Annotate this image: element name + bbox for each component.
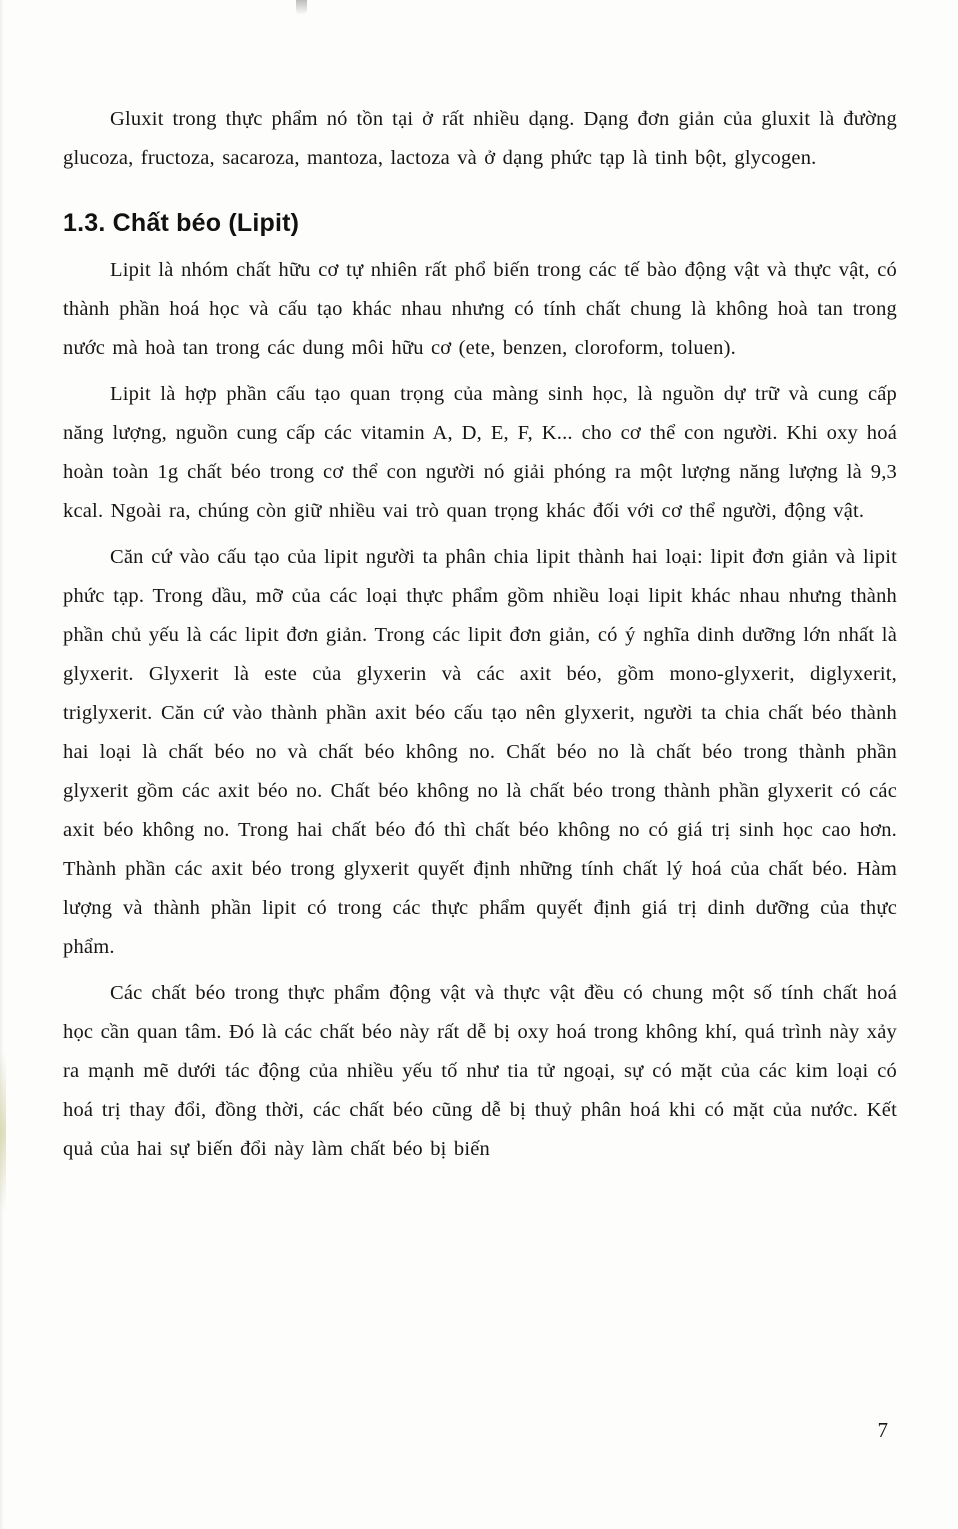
scan-artifact-top [296,0,307,15]
section-paragraph-3: Căn cứ vào cấu tạo của lipit người ta phân chia lipit thành hai loại: lipit đơn giản và lipit phức tạp. Trong dầu, mỡ của các loại thực phẩm gồm nhiều loại lipit khác nhau nhưng thành phần chủ yếu là các lipit đơn giản. Trong các lipit đơn giản, có ý nghĩa dinh dưỡng lớn nhất là glyxerit. Glyxerit là este của glyxerin và các axit béo, gồm mono-glyxerit, diglyxerit, triglyxerit. Căn cứ vào thành phần axit béo cấu tạo nên glyxerit, người ta chia chất béo thành hai loại là chất béo no và chất béo không no. Chất béo no là chất béo trong thành phần glyxerit gồm các axit béo no. Chất béo không no là chất béo trong thành phần glyxerit có các axit béo không no. Trong hai chất béo đó thì chất béo không no có giá trị sinh học cao hơn. Thành phần các axit béo trong glyxerit quyết định những tính chất lý hoá của chất béo. Hàm lượng và thành phần lipit có trong các thực phẩm quyết định giá trị dinh dưỡng của thực phẩm. [63,546,897,958]
section-paragraph-2: Lipit là hợp phần cấu tạo quan trọng của màng sinh học, là nguồn dự trữ và cung cấp năng lượng, nguồn cung cấp các vitamin A, D, E, F, K... cho cơ thể con người. Khi oxy hoá hoàn toàn 1g chất béo trong cơ thể con người nó giải phóng ra một lượng năng lượng là 9,3 kcal. Ngoài ra, chúng còn giữ nhiều vai trò quan trọng khác đối với cơ thể người, động vật. [63,383,897,522]
scan-artifact-left-edge [0,0,4,1529]
section-heading: 1.3. Chất béo (Lipit) [63,209,300,237]
section-paragraph-4: Các chất béo trong thực phẩm động vật và thực vật đều có chung một số tính chất hoá học cần quan tâm. Đó là các chất béo này rất dễ bị oxy hoá trong không khí, quá trình này xảy ra mạnh mẽ dưới tác động của nhiều yếu tố như tia tử ngoại, sự có mặt của các kim loại có hoá trị thay đổi, đồng thời, các chất béo cũng dễ bị thuỷ phân hoá khi có mặt của nước. Kết quả của hai sự biến đổi này làm chất béo bị biến [63,982,897,1160]
intro-paragraph: Gluxit trong thực phẩm nó tồn tại ở rất nhiều dạng. Dạng đơn giản của gluxit là đường glucoza, fructoza, sacaroza, mantoza, lactoza và ở dạng phức tạp là tinh bột, glycogen. [63,108,897,169]
page-content [63,100,897,1169]
section-paragraph-1: Lipit là nhóm chất hữu cơ tự nhiên rất phổ biến trong các tế bào động vật và thực vật, có thành phần hoá học và cấu tạo khác nhau nhưng có tính chất chung là không hoà tan trong nước mà hoà tan trong các dung môi hữu cơ (ete, benzen, cloroform, toluen). [63,259,897,359]
page-number: 7 [877,1418,888,1442]
scan-artifact-left-strip [0,1052,6,1212]
